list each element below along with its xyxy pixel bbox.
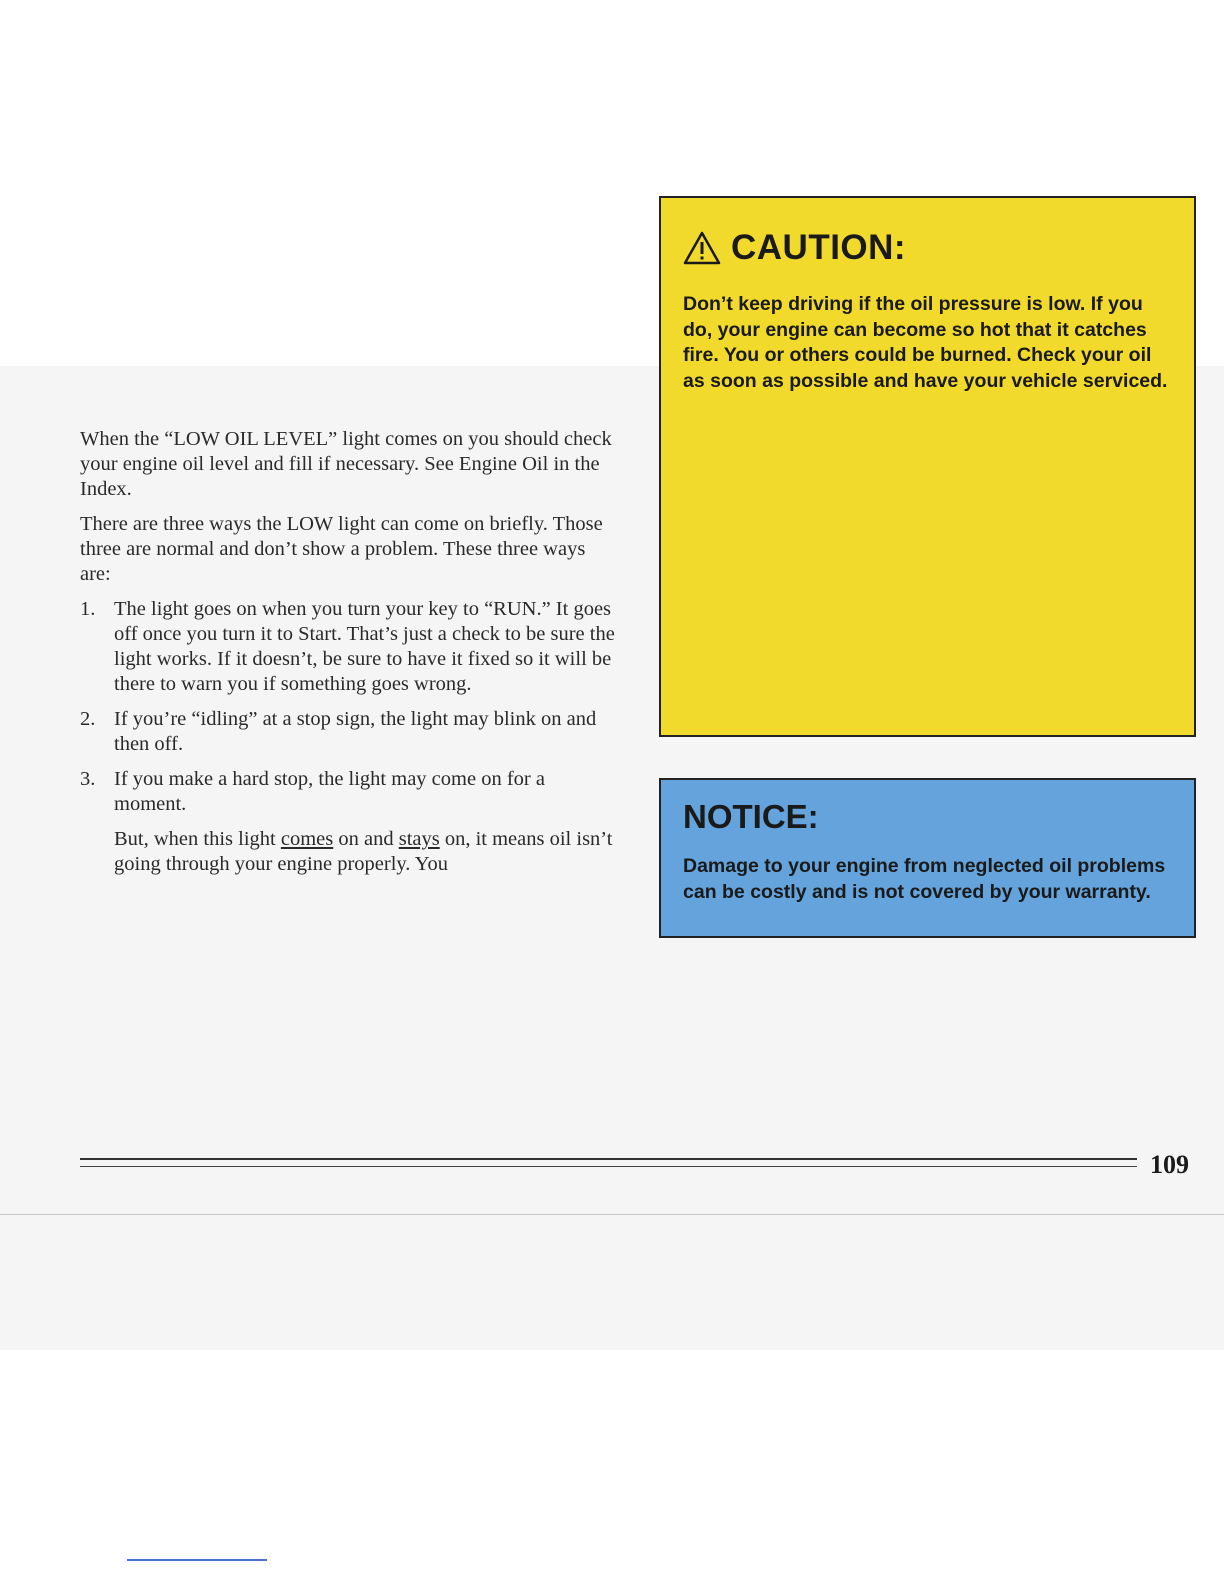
scan-edge-divider (0, 1214, 1224, 1215)
list-item-text: If you make a hard stop, the light may come on for a moment. (114, 768, 545, 815)
list-item (80, 767, 620, 817)
underlined-word-stays: stays (398, 828, 440, 850)
oil-warning-paragraph (80, 827, 620, 877)
paragraph-text: on and (333, 828, 399, 850)
list-item (80, 707, 620, 757)
list-item-number: 3. (80, 768, 96, 790)
left-column (80, 427, 620, 887)
page-number: 109 (1150, 1150, 1189, 1179)
list-item-text: The light goes on when you turn your key to “RUN.” It goes off once you turn it to Start. That’s just a check to be sure the light works. If it doesn’t, be sure to have it fixed so it will be there to warn you if something goes wrong. (114, 598, 615, 695)
notice-title: NOTICE: (683, 798, 819, 835)
paragraph-text: But, when this light (114, 828, 281, 850)
underlined-word-comes: comes (280, 828, 334, 850)
notice-body: Damage to your engine from neglected oil problems can be costly and is not covered by your warranty. (683, 855, 1166, 903)
three-ways-list (80, 597, 620, 817)
list-item-text: If you’re “idling” at a stop sign, the light may blink on and then off. (114, 708, 597, 755)
three-ways-paragraph: There are three ways the LOW light can come on briefly. Those three are normal and don’t show a problem. These three ways are: (80, 513, 603, 585)
intro-paragraph: When the “LOW OIL LEVEL” light comes on you should check your engine oil level and fill if necessary. See Engine Oil in the Index. (80, 428, 612, 500)
list-item (80, 597, 620, 697)
footer-rule (80, 1166, 1137, 1167)
warning-triangle-icon (683, 231, 721, 265)
caution-box (659, 196, 1196, 737)
caution-body: Don’t keep driving if the oil pressure is low. If you do, your engine can become so hot that it catches fire. You or others could be burned. Check your oil as soon as possible and have your vehicle serviced. (683, 293, 1168, 392)
list-item-number: 2. (80, 708, 96, 730)
notice-box (659, 778, 1196, 938)
caution-title: CAUTION: (731, 228, 907, 267)
caution-heading (683, 228, 1172, 268)
list-item-number: 1. (80, 598, 96, 620)
footer-rule (80, 1158, 1137, 1160)
paragraph-text: on, it means oil isn’t going through your engine properly. You (114, 828, 613, 875)
bottom-mark (127, 1559, 267, 1561)
